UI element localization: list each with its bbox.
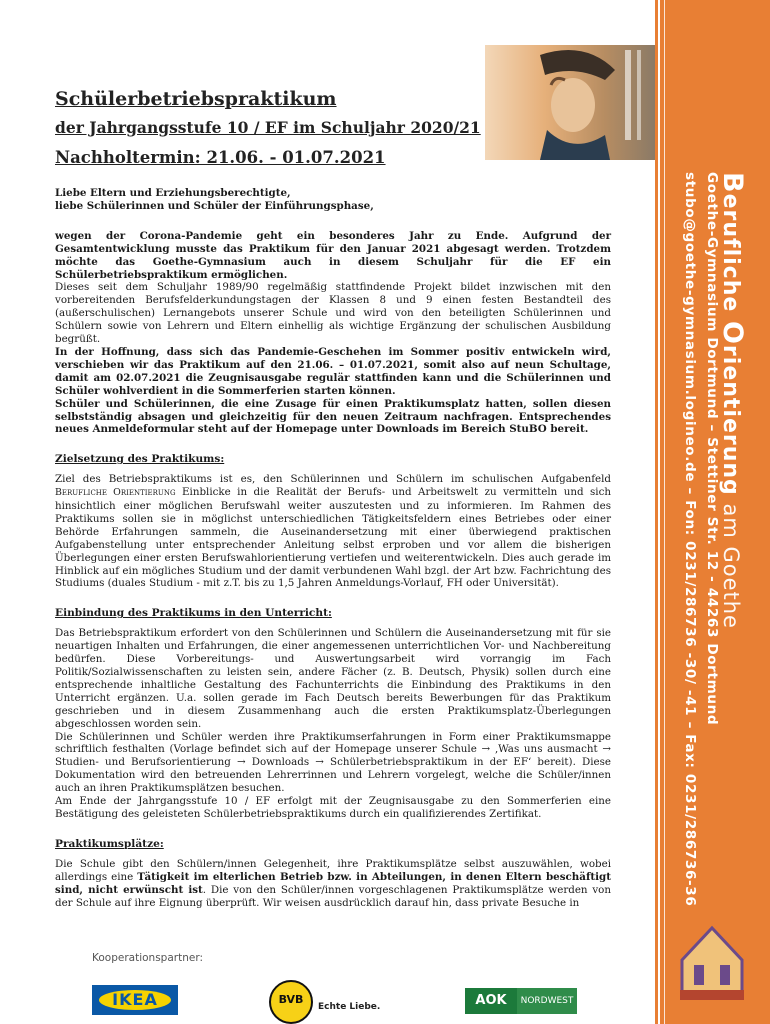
sidebar-contact: stubo@goethe-gymnasium.logineo.de – Fon: 0231/286736 -30/ -41 – Fax: 0231/286736-36 [682, 172, 698, 907]
paragraph: Die Schule gibt den Schülern/innen Gelegenheit, ihre Praktikumsplätze selbst auszuwählen, wobei allerdings eine Tätigkeit im elterlichen Betrieb bzw. in Abteilungen, in denen Eltern beschäftigt sind, nicht erwünscht ist. Die von den Schüler/innen vorgeschlagenen Praktikumsplätze werden von der Schule auf ihre Eignung überprüft. Wir weisen ausdrücklich darauf hin, dass private Besuche in [55, 857, 611, 909]
section-heading: Praktikumsplätze: [55, 837, 164, 850]
page-subtitle: der Jahrgangsstufe 10 / EF im Schuljahr 2020/21 [55, 118, 481, 137]
paragraph: wegen der Corona-Pandemie geht ein besonderes Jahr zu Ende. Aufgrund der Gesamtentwicklung musste das Praktikum für den Januar 2021 abgesagt werden. Trotzdem möchte das Goethe-Gymnasium auch in diesem Schuljahr für die EF ein Schülerbetriebspraktikum ermöglichen. [55, 229, 611, 281]
sidebar-stripe [664, 0, 665, 1024]
paragraph: Schüler und Schülerinnen, die eine Zusage für einen Praktikumsplatz hatten, sollen diesen selbstständig absagen und gleichzeitig für den neuen Zeitraum nachfragen. Entsprechendes neues Anmeldeformular steht auf der Homepage unter Downloads im Bereich StuBO bereit. [55, 397, 611, 436]
sidebar-title: Berufliche Orientierung am Goethe [717, 172, 748, 629]
letter-body [55, 187, 611, 909]
nordwest-logo: NORDWEST [517, 988, 577, 1014]
paragraph: Das Betriebspraktikum erfordert von den Schülerinnen und Schülern die Auseinandersetzung mit für sie neuartigen Inhalten und Erfahrungen, die einer angemessenen unterrichtlichen Vor- und Nachbereitung bedürfen. Diese Vorbereitungs- und Auswertungsarbeit wird vorrangig im Fach Politik/Sozialwissenschaften zu leisten sein, andere Fächer (z. B. Deutsch, Physik) sollen durch eine entsprechende inhaltliche Gestaltung des Fachunterrichts die Einbindung des Praktikums in den Unterricht ergänzen. U.a. sollen gerade im Fach Deutsch bereits Bewerbungen für das Praktikum geschrieben und in diesem Zusammenhang auch die ersten Praktikumsplatz-Überlegungen abgeschlossen worden sein. [55, 627, 611, 730]
section-heading: Einbindung des Praktikums in den Unterricht: [55, 607, 332, 620]
section-heading: Zielsetzung des Praktikums: [55, 453, 225, 466]
paragraph: Ziel des Betriebspraktikums ist es, den Schülerinnen und Schülern im schulischen Aufgabenfeld Berufliche Orientierung Einblicke in die Realität der Berufs- und Arbeitswelt zu vermitteln und sich hinsichtlich einer möglichen Berufswahl weiter auszutesten und zu informieren. Im Rahmen des Praktikums sollen sie in möglichst unterschiedlichen Tätigkeitsfeldern eines Betriebes oder einer Behörde Erfahrungen sammeln, die Auseinandersetzung mit einer überwiegend praktischen Aufgabenstellung unter entsprechender Anleitung selbst erproben und vor allem die bisherigen Überlegungen einer ersten Berufswahlorientierung vertiefen und weiterentwickeln. Dies auch gerade im Hinblick auf ein mögliches Studium und der damit verbundenen Wahl bzgl. der Art bzw. Fachrichtung des Studiums (duales Studium - mit z.T. bis zu 1,5 Jahren Anmeldungs-Vorlauf, FH oder Universität). [55, 473, 611, 590]
paragraph: Dieses seit dem Schuljahr 1989/90 regelmäßig stattfindende Projekt bildet inzwischen mit den vorbereitenden Berufsfelderkundungstagen der Klassen 8 und 9 einen festen Bestandteil des (außerschulischen) Lernangebots unserer Schule und wird von den beteiligten Schülerinnen und Schülern sowie von Lehrern und Eltern einhellig als wichtige Ergänzung der schulischen Ausbildung begrüßt. [55, 281, 611, 346]
sidebar-address: Goethe-Gymnasium Dortmund – Stettiner Str. 12 - 44263 Dortmund [704, 172, 720, 726]
school-logo [672, 920, 752, 1005]
greeting-line: liebe Schülerinnen und Schüler der Einführungsphase, [55, 199, 374, 212]
echte-liebe-text: Echte Liebe. [318, 1002, 381, 1012]
page-title: Schülerbetriebspraktikum [55, 88, 337, 110]
paragraph: Die Schülerinnen und Schüler werden ihre Praktikumserfahrungen in Form einer Praktikumsmappe schriftlich festhalten (Vorlage befindet sich auf der Homepage unserer Schule → ‚Was uns ausmacht → Studien- und Berufsorientierung → Downloads → Schülerbetriebspraktikum in der EF‘ bereit). Diese Dokumentation wird den betreuenden Lehrerrinnen und Lehrern vorgelegt, welche die Schüler/innen auch an ihren Praktikumsplätzen besuchen. [55, 730, 611, 795]
greeting-line: Liebe Eltern und Erziehungsberechtigte, [55, 187, 291, 199]
cooperation-label: Kooperationspartner: [92, 952, 203, 964]
paragraph: In der Hoffnung, dass sich das Pandemie-Geschehen im Sommer positiv entwickeln wird, verschieben wir das Praktikum auf den 21.06. – 01.07.2021, somit also auf neun Schultage, damit am 02.07.2021 die Zeugnisausgabe regulär stattfinden kann und die Schülerinnen und Schüler wohlverdient in die Sommerferien starten können. [55, 345, 611, 397]
aok-logo: AOK [465, 988, 517, 1014]
paragraph: Am Ende der Jahrgangsstufe 10 / EF erfolgt mit der Zeugnisausgabe zu den Sommerferien eine Bestätigung des geleisteten Schülerbetriebspraktikums durch ein qualifizierendes Zertifikat. [55, 795, 611, 820]
page-date-line: Nachholtermin: 21.06. - 01.07.2021 [55, 148, 386, 167]
sidebar-stripe [658, 0, 660, 1024]
goethe-portrait-image [485, 45, 655, 160]
bvb-logo: BVB [269, 980, 313, 1024]
ikea-logo: IKEA [92, 985, 178, 1015]
